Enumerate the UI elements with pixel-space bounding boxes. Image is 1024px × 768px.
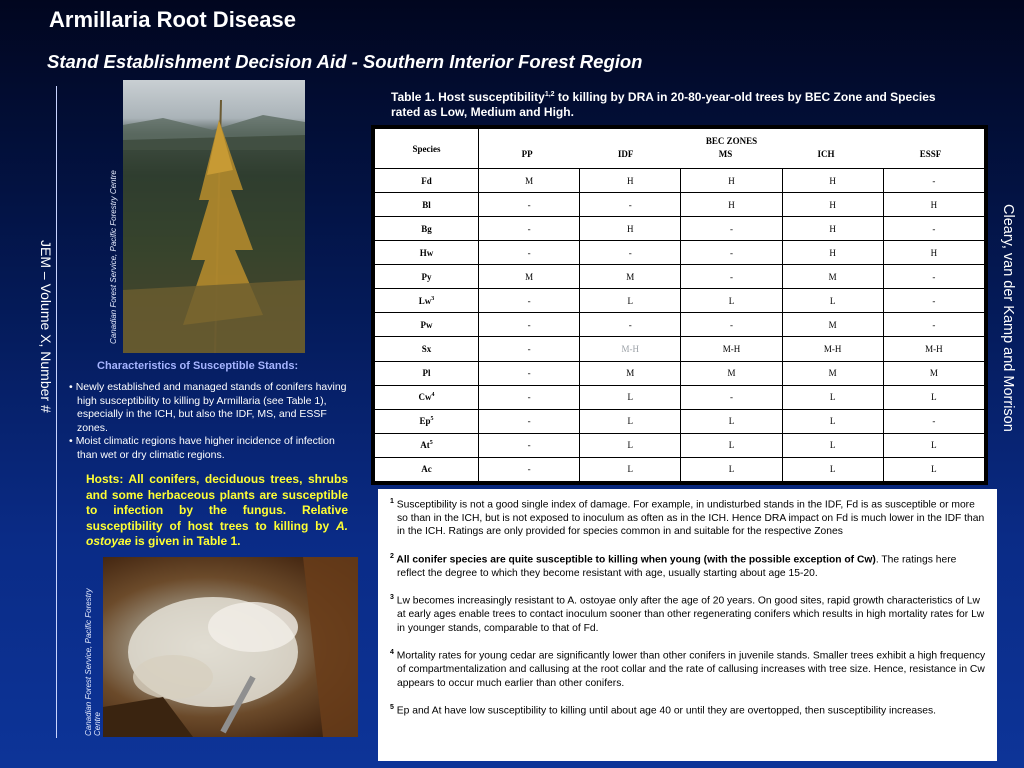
rating-cell: - xyxy=(479,385,580,409)
hosts-species: A. ostoyae xyxy=(86,518,348,548)
rating-cell: L xyxy=(580,385,681,409)
hosts-paragraph xyxy=(86,472,348,550)
rating-cell: M xyxy=(782,265,883,289)
bec-zones-label: BEC ZONES xyxy=(705,135,758,146)
table-caption xyxy=(391,87,951,120)
susceptibility-table xyxy=(371,125,988,485)
footnote xyxy=(390,550,987,580)
zone-header: PP xyxy=(521,148,533,159)
rating-cell: H xyxy=(883,241,984,265)
characteristics-item: • Moist climatic regions have higher incidence of infection than wet or dry climatic regions. xyxy=(69,435,351,462)
rating-cell: - xyxy=(479,361,580,385)
rating-cell: - xyxy=(479,193,580,217)
rating-cell: L xyxy=(883,457,984,481)
species-cell xyxy=(375,409,479,433)
table-row xyxy=(375,241,985,265)
footnote-text: . The ratings here reflect the degree to which they become resistant with age, usually starting about age 15-20. xyxy=(397,554,957,579)
rating-cell: L xyxy=(580,457,681,481)
rating-cell: L xyxy=(580,433,681,457)
fungus-photo-credit: Canadian Forest Service, Pacific Forestry Centre xyxy=(84,588,102,736)
rating-cell: M-H xyxy=(580,337,681,361)
journal-reference: JEM – Volume X, Number # xyxy=(38,240,54,413)
rating-cell: L xyxy=(782,457,883,481)
tree-photo-credit: Canadian Forest Service, Pacific Forestry Centre xyxy=(109,170,118,344)
rating-cell: L xyxy=(681,289,782,313)
footnote xyxy=(390,591,987,635)
rating-cell: - xyxy=(681,313,782,337)
table-row xyxy=(375,169,985,193)
species-cell xyxy=(375,361,479,385)
tree-illustration xyxy=(123,80,305,353)
species-code: Pw xyxy=(420,319,433,330)
rating-cell: L xyxy=(883,433,984,457)
rating-cell: L xyxy=(782,433,883,457)
rating-cell: - xyxy=(883,289,984,313)
rating-cell: L xyxy=(782,289,883,313)
species-header: Species xyxy=(375,129,479,169)
table-row xyxy=(375,385,985,409)
rating-cell: - xyxy=(479,289,580,313)
footnote-bold: All conifer species are quite susceptible to killing when young (with the possible exception of Cw) xyxy=(393,554,876,566)
divider-line xyxy=(56,86,57,738)
hosts-text: Hosts: All conifers, deciduous trees, shrubs and some herbaceous plants are susceptible to infection by the fungus. Relative susceptibility of host trees to killing by xyxy=(86,472,348,533)
page-title: Armillaria Root Disease xyxy=(49,7,296,32)
rating-cell: M xyxy=(580,361,681,385)
rating-cell: - xyxy=(479,313,580,337)
species-code: Lw xyxy=(418,295,432,306)
table-row xyxy=(375,265,985,289)
footnote-number: 3 xyxy=(390,594,394,602)
characteristics-heading: Characteristics of Susceptible Stands: xyxy=(97,360,299,372)
page-subtitle: Stand Establishment Decision Aid - Southern Interior Forest Region xyxy=(47,51,643,72)
rating-cell: - xyxy=(580,313,681,337)
species-code: Ep xyxy=(419,416,431,427)
species-cell xyxy=(375,289,479,313)
footnote-text: Susceptibility is not a good single index of damage. For example, in undisturbed stands in the IDF, Fd is as susceptible or more so than in the ICH, but is not exposed to inoculum as often as in the ICH. Hence DRA impact on Fd is much lower in the IDF than in the ICH. Ratings are only provided for species common in and suitable for the respective Zones xyxy=(393,499,985,538)
species-cell xyxy=(375,193,479,217)
species-code: Pl xyxy=(422,368,431,379)
table-caption-text-end: to killing by DRA in 20-80-year-old trees by BEC Zone and Species rated as Low, Medium and High. xyxy=(391,90,936,119)
footnote-number: 1 xyxy=(390,498,394,505)
rating-cell: - xyxy=(883,169,984,193)
rating-cell: H xyxy=(782,169,883,193)
rating-cell: - xyxy=(681,241,782,265)
footnote xyxy=(390,646,987,690)
rating-cell: M xyxy=(782,361,883,385)
rating-cell: H xyxy=(883,193,984,217)
rating-cell: H xyxy=(681,169,782,193)
rating-cell: - xyxy=(681,385,782,409)
table-row xyxy=(375,289,985,313)
rating-cell: H xyxy=(782,193,883,217)
rating-cell: - xyxy=(479,217,580,241)
fungus-illustration xyxy=(103,557,358,737)
hosts-text-end: is given in Table 1. xyxy=(131,534,241,548)
rating-cell: M xyxy=(883,361,984,385)
table-row xyxy=(375,457,985,481)
footnotes-panel xyxy=(378,489,997,761)
footnote-text: Mortality rates for young cedar are significantly lower than other conifers in juvenile stands. Smaller trees exhibit a high frequency of compartmentalization and callusing at the root collar and the rate of callusing increases with tree size. Hence, resistance in Cw appears to occur much earlier than other conifers. xyxy=(393,650,986,689)
zone-header: IDF xyxy=(617,148,634,159)
rating-cell: H xyxy=(782,241,883,265)
rating-cell: - xyxy=(883,265,984,289)
species-cell xyxy=(375,241,479,265)
table-row xyxy=(375,337,985,361)
footnote-number: 4 xyxy=(390,649,394,657)
species-cell xyxy=(375,217,479,241)
rating-cell: L xyxy=(681,433,782,457)
species-code: Hw xyxy=(419,247,434,258)
rating-cell: - xyxy=(479,433,580,457)
footnote-text: Ep and At have low susceptibility to killing until about age 40 or until they are overtopped, then susceptibility increases. xyxy=(393,705,936,717)
species-footnote-ref: 5 xyxy=(429,440,433,447)
rating-cell: - xyxy=(479,457,580,481)
species-cell xyxy=(375,457,479,481)
rating-cell: - xyxy=(479,409,580,433)
footnote-number: 5 xyxy=(390,704,394,712)
zone-header: ICH xyxy=(817,148,835,159)
footnote xyxy=(390,701,987,718)
characteristics-list xyxy=(69,381,351,462)
rating-cell: H xyxy=(580,169,681,193)
rating-cell: L xyxy=(883,385,984,409)
rating-cell: M xyxy=(580,265,681,289)
species-footnote-ref: 4 xyxy=(431,392,435,399)
rating-cell: M xyxy=(479,265,580,289)
species-code: Bg xyxy=(421,223,432,234)
rating-cell: M xyxy=(479,169,580,193)
rating-cell: M xyxy=(681,361,782,385)
species-cell xyxy=(375,385,479,409)
rating-cell: - xyxy=(479,337,580,361)
rating-cell: M-H xyxy=(883,337,984,361)
footnote xyxy=(390,495,987,539)
rating-cell: M xyxy=(782,313,883,337)
species-code: At xyxy=(420,440,430,451)
rating-cell: - xyxy=(681,265,782,289)
rating-cell: H xyxy=(580,217,681,241)
fungus-photo xyxy=(103,557,358,737)
table-row xyxy=(375,193,985,217)
rating-cell: - xyxy=(580,241,681,265)
rating-cell: L xyxy=(681,409,782,433)
species-cell xyxy=(375,169,479,193)
species-footnote-ref: 5 xyxy=(430,416,434,423)
table-body xyxy=(375,169,985,482)
rating-cell: L xyxy=(681,457,782,481)
species-code: Fd xyxy=(421,175,432,186)
rating-cell: M-H xyxy=(782,337,883,361)
species-cell xyxy=(375,337,479,361)
species-cell xyxy=(375,433,479,457)
characteristics-item: • Newly established and managed stands of conifers having high susceptibility to killing by Armillaria (see Table 1), especially in the ICH, but also the IDF, MS, and ESSF zones. xyxy=(69,381,351,435)
zone-header: MS xyxy=(718,148,733,159)
rating-cell: - xyxy=(479,241,580,265)
table-row xyxy=(375,361,985,385)
rating-cell: L xyxy=(580,409,681,433)
bec-zones-header xyxy=(479,129,985,169)
rating-cell: L xyxy=(782,385,883,409)
table-row xyxy=(375,313,985,337)
species-code: Ac xyxy=(421,464,432,475)
authors: Cleary, van der Kamp and Morrison xyxy=(1000,204,1016,432)
footnote-number: 2 xyxy=(390,552,394,560)
table-row xyxy=(375,433,985,457)
rating-cell: M-H xyxy=(681,337,782,361)
zone-header: ESSF xyxy=(919,148,942,159)
rating-cell: L xyxy=(580,289,681,313)
rating-cell: - xyxy=(580,193,681,217)
table-row xyxy=(375,409,985,433)
species-code: Bl xyxy=(422,199,431,210)
footnote-text: Lw becomes increasingly resistant to A. ostoyae only after the age of 20 years. On good sites, rapid growth characteristics of Lw at early ages enable trees to contact inoculum sooner than other regenerating conifers which results in high mortality rates for Lw in younger stands, comparable to that of Fd. xyxy=(393,595,985,634)
rating-cell: H xyxy=(681,193,782,217)
tree-photo xyxy=(123,80,305,353)
species-code: Cw xyxy=(418,392,432,403)
rating-cell: L xyxy=(782,409,883,433)
species-code: Py xyxy=(421,271,432,282)
table-caption-text: Table 1. Host susceptibility xyxy=(391,90,545,104)
table-row xyxy=(375,217,985,241)
species-code: Sx xyxy=(421,343,432,354)
rating-cell: - xyxy=(883,409,984,433)
table-caption-sup: 1,2 xyxy=(544,91,555,98)
species-cell xyxy=(375,265,479,289)
rating-cell: - xyxy=(681,217,782,241)
species-footnote-ref: 3 xyxy=(431,295,435,302)
species-cell xyxy=(375,313,479,337)
rating-cell: H xyxy=(782,217,883,241)
rating-cell: - xyxy=(883,217,984,241)
rating-cell: - xyxy=(883,313,984,337)
